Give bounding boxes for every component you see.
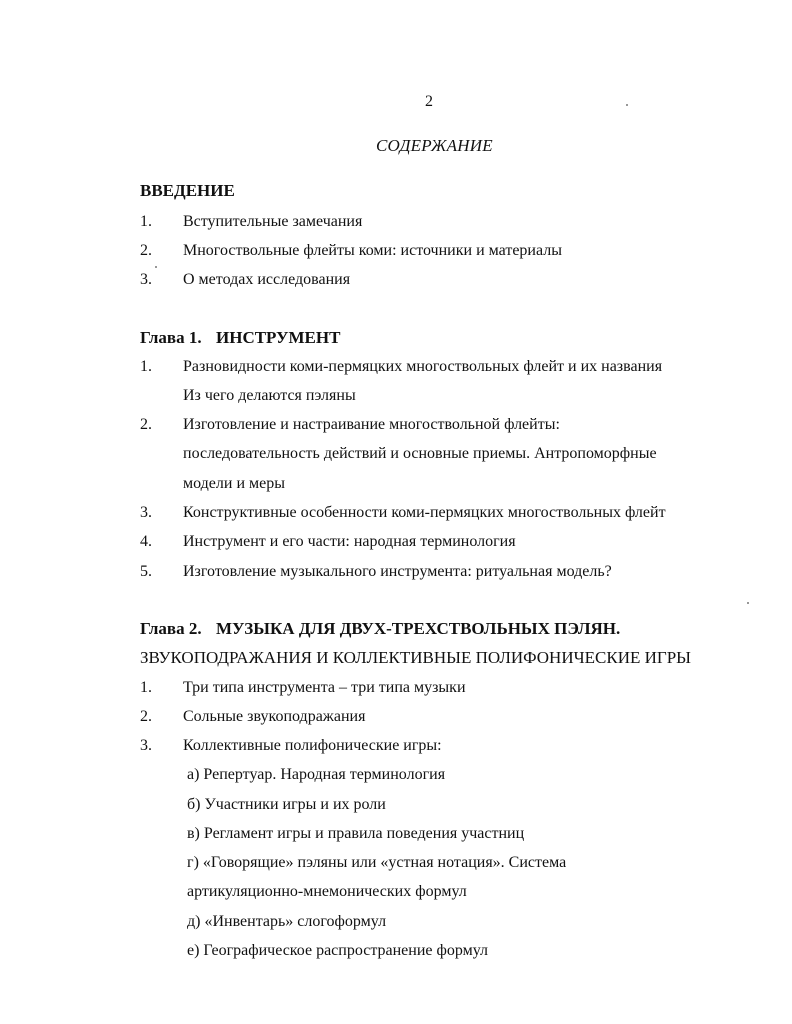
intro-item-number: 2. [140, 242, 152, 259]
intro-item-text: Вступительные замечания [183, 213, 363, 230]
chapter1-item-number: 3. [140, 504, 152, 521]
scan-speck [626, 104, 628, 106]
chapter2-item-text: Три типа инструмента – три типа музыки [183, 679, 466, 696]
intro-item-number: 3. [140, 271, 152, 288]
chapter2-subitem-line: артикуляционно-мнемонических формул [187, 883, 467, 900]
chapter2-item-text: Коллективные полифонические игры: [183, 737, 442, 754]
chapter1-item-line: Изготовление музыкального инструмента: ритуальная модель? [183, 563, 612, 580]
intro-item-number: 1. [140, 213, 152, 230]
chapter1-item-line: Изготовление и настраивание многоствольной флейты: [183, 416, 560, 433]
chapter2-item-number: 3. [140, 737, 152, 754]
chapter2-label: Глава 2. [140, 619, 202, 638]
chapter1-item-line: Конструктивные особенности коми-пермяцких многоствольных флейт [183, 504, 666, 521]
chapter2-item-number: 2. [140, 708, 152, 725]
chapter2-subitem-line: а) Репертуар. Народная терминология [187, 766, 446, 783]
scan-speck [155, 266, 157, 268]
page-number: 2 [425, 93, 433, 110]
chapter1-item-line: Разновидности коми-пермяцких многоствольных флейт и их названия [183, 358, 663, 375]
intro-item-text: Многоствольные флейты коми: источники и материалы [183, 242, 562, 259]
chapter2-subtitle: ЗВУКОПОДРАЖАНИЯ И КОЛЛЕКТИВНЫЕ ПОЛИФОНИЧЕСКИЕ ИГРЫ [140, 648, 691, 667]
intro-heading: ВВЕДЕНИЕ [140, 181, 235, 200]
scan-speck [747, 602, 749, 604]
toc-title: СОДЕРЖАНИЕ [376, 136, 493, 155]
chapter2-item-text: Сольные звукоподражания [183, 708, 366, 725]
chapter1-item-line: модели и меры [183, 475, 285, 492]
chapter1-item-number: 4. [140, 533, 152, 550]
chapter1-item-number: 5. [140, 563, 152, 580]
chapter1-item-line: Из чего делаются пэляны [183, 387, 356, 404]
chapter2-subitem-line: е) Географическое распространение формул [187, 942, 489, 959]
chapter1-label: Глава 1. [140, 328, 202, 347]
chapter2-subitem-line: б) Участники игры и их роли [187, 796, 386, 813]
chapter1-item-line: Инструмент и его части: народная терминология [183, 533, 516, 550]
chapter1-title: ИНСТРУМЕНТ [216, 328, 341, 347]
chapter2-subitem-line: г) «Говорящие» пэляны или «устная нотация». Система [187, 854, 567, 871]
chapter2-title: МУЗЫКА ДЛЯ ДВУХ-ТРЕХСТВОЛЬНЫХ ПЭЛЯН. [216, 619, 621, 638]
intro-item-text: О методах исследования [183, 271, 351, 288]
chapter1-item-line: последовательность действий и основные приемы. Антропоморфные [183, 445, 657, 462]
chapter2-item-number: 1. [140, 679, 152, 696]
chapter1-item-number: 2. [140, 416, 152, 433]
chapter2-subitem-line: в) Регламент игры и правила поведения участниц [187, 825, 525, 842]
chapter2-subitem-line: д) «Инвентарь» слогоформул [187, 913, 387, 930]
chapter1-item-number: 1. [140, 358, 152, 375]
